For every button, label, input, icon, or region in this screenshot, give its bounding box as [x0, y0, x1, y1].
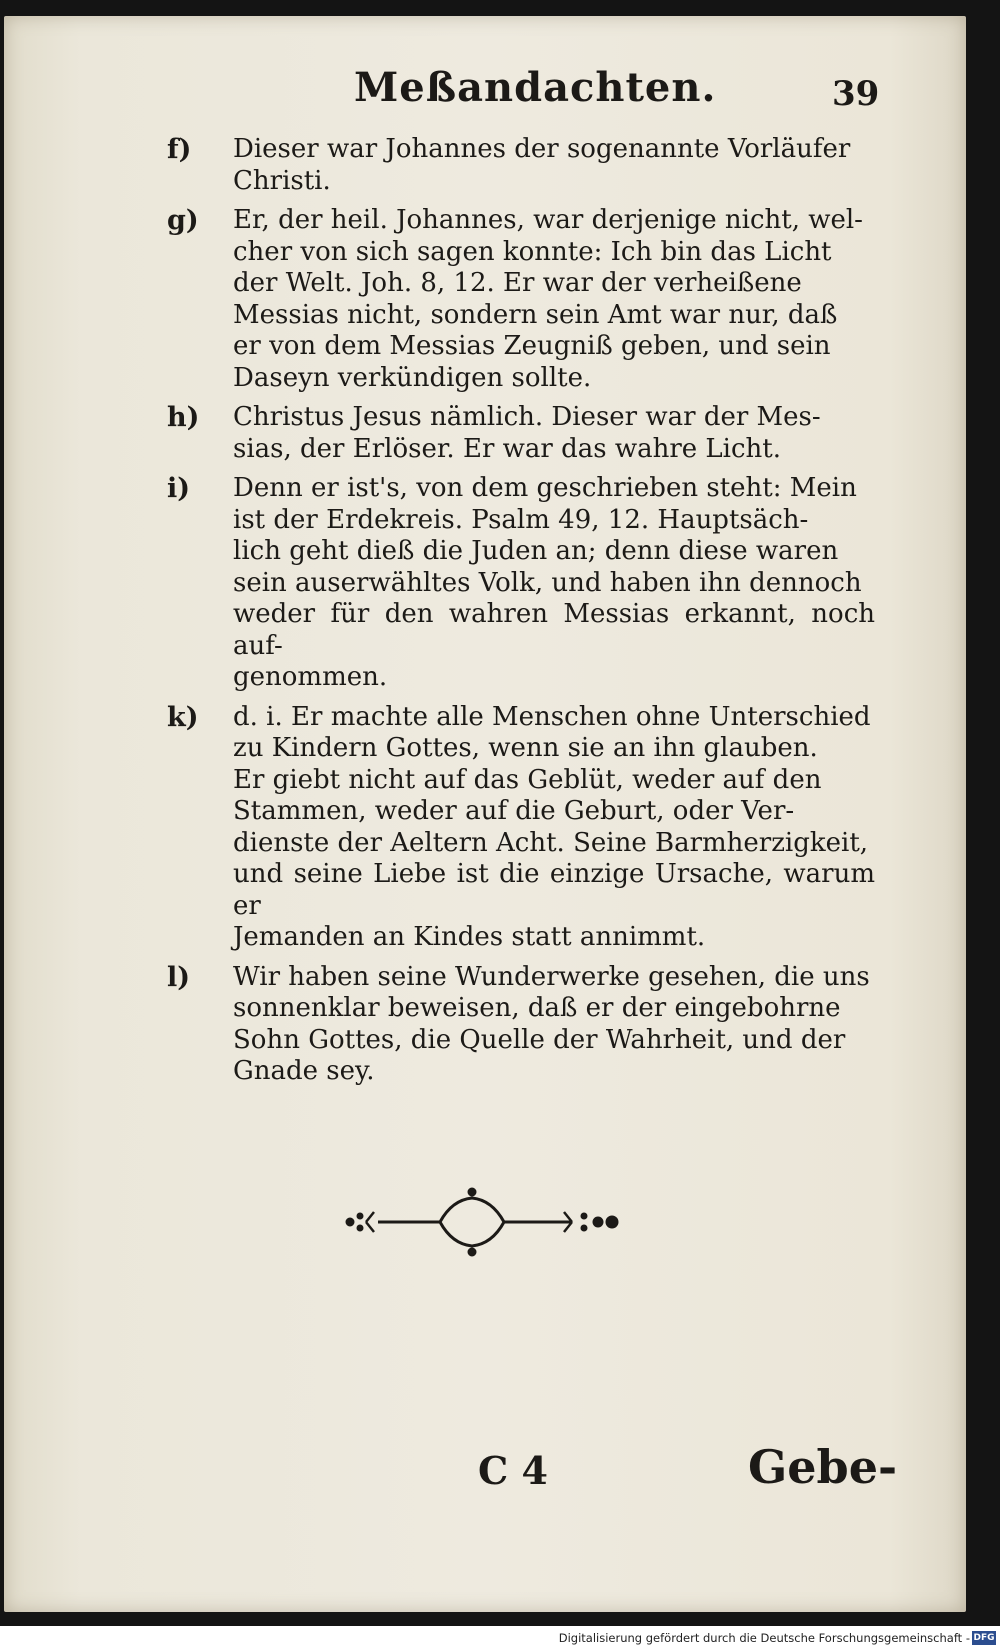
note-text: Er, der heil. Johannes, war derjenige nicht, wel- cher von sich sagen konnte: Ich bin das Licht der Welt. Joh. 8, 12. Er war der verheißene Messias nicht, sondern sein Amt war nur, daß er von dem Messias Zeugniß geben, und sein Daseyn verkündigen sollte. — [233, 205, 863, 393]
note-text: Christus Jesus nämlich. Dieser war der Mes- sias, der Erlöser. Er war das wahre Licht. — [233, 402, 821, 464]
digitization-credit-bar — [0, 1626, 1000, 1651]
note-f — [167, 134, 875, 197]
page-number: 39 — [832, 74, 880, 114]
note-i — [167, 473, 875, 694]
dfg-logo-badge: DFG — [973, 1633, 995, 1643]
note-l — [167, 962, 875, 1088]
note-marker: g) — [167, 205, 199, 236]
digitization-credit-text: Digitalisierung gefördert durch die Deutsche Forschungsgemeinschaft - — [558, 1631, 970, 1645]
page-title: Meßandachten. — [354, 64, 717, 111]
signature-mark: C 4 — [478, 1448, 548, 1493]
note-text: Denn er ist's, von dem geschrieben steht: Mein ist der Erdekreis. Psalm 49, 12. Hauptsäch- lich geht dieß die Juden an; denn diese waren sein auserwähltes Volk, und haben ihn dennoch weder für den wahren Messias erkannt, noch auf- genommen. — [233, 473, 875, 692]
note-k — [167, 702, 875, 954]
note-marker: i) — [167, 473, 191, 504]
footnotes — [167, 134, 875, 1096]
catchword: Gebe- — [748, 1440, 898, 1494]
book-page — [4, 16, 966, 1612]
note-marker: f) — [167, 134, 192, 165]
note-text: Wir haben seine Wunderwerke gesehen, die uns sonnenklar beweisen, daß er der eingebohrne Sohn Gottes, die Quelle der Wahrheit, und der Gnade sey. — [233, 961, 870, 1086]
note-text: Dieser war Johannes der sogenannte Vorläufer Christi. — [233, 134, 851, 196]
note-g — [167, 205, 875, 394]
note-marker: k) — [167, 701, 199, 733]
note-marker: l) — [167, 961, 191, 993]
note-h — [167, 402, 875, 465]
note-marker: h) — [167, 402, 200, 433]
fleuron-ornament-icon — [340, 1186, 634, 1258]
note-text: d. i. Er machte alle Menschen ohne Unterschied zu Kindern Gottes, wenn sie an ihn glauben. Er giebt nicht auf das Geblüt, weder auf den Stammen, weder auf die Geburt, oder Ver- dienste der Aeltern Acht. Seine Barmherzigkeit, und seine Liebe ist die einzige Ursache, warum er Jemanden an Kindes statt annimmt. — [233, 701, 875, 952]
